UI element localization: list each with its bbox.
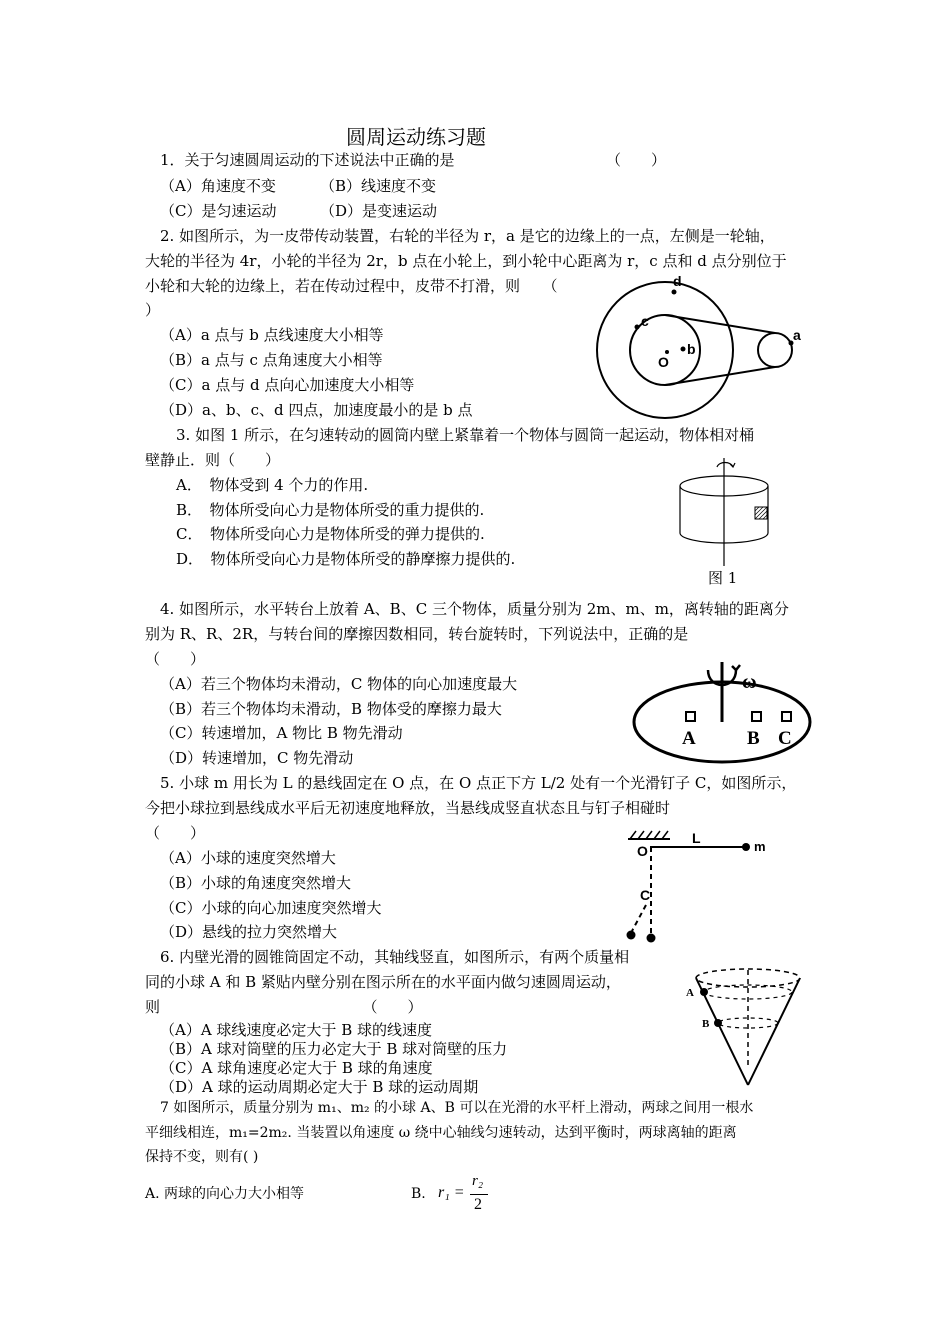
q4-option-a: （A）若三个物体均未滑动，C 物体的向心加速度最大 [160, 675, 518, 693]
q3-line2: 壁静止．则（ ） [145, 451, 281, 469]
q1-option-c: （C）是匀速运动 [160, 202, 277, 220]
q5-line2: 今把小球拉到悬线成水平后无初速度地释放，当悬线成竖直状态且与钉子相碰时 [145, 799, 671, 817]
q5-option-b: （B）小球的角速度突然增大 [160, 874, 352, 892]
q6-line2: 同的小球 A 和 B 紧贴内壁分别在图示所在的水平面内做匀速圆周运动， [145, 973, 621, 991]
belt-top [665, 315, 775, 333]
q4-line2: 别为 R、R、2R，与转台间的摩擦因数相同，转台旋转时，下列说法中，正确的是 [145, 625, 689, 643]
q3-option-d: D． 物体所受向心力是物体所受的静摩擦力提供的. [176, 550, 516, 568]
label-L: L [692, 830, 701, 846]
q6-option-b: （B）A 球对筒壁的压力必定大于 B 球对筒壁的压力 [160, 1040, 508, 1058]
q1-option-b: （B）线速度不变 [320, 177, 437, 195]
label-c: C [640, 887, 651, 903]
fraction-bar [470, 1194, 488, 1195]
formula-numerator: r₂ [472, 1173, 484, 1189]
q6-line3: 则 （ ） [145, 998, 423, 1016]
q4-option-c: （C）转速增加，A 物比 B 物先滑动 [160, 724, 403, 742]
belt-drive-figure [595, 270, 815, 415]
q7-option-a: A. 两球的向心力大小相等 [145, 1186, 305, 1202]
q7-line3: 保持不变，则有( ) [145, 1149, 259, 1165]
q3-option-b: B． 物体所受向心力是物体所受的重力提供的. [176, 501, 485, 519]
q2-option-b: （B）a 点与 c 点角速度大小相等 [160, 351, 383, 369]
q5-option-d: （D）悬线的拉力突然增大 [160, 923, 338, 941]
figure-1-caption: 图 1 [708, 569, 738, 587]
q7-line2: 平细线相连，m₁=2m₂. 当装置以角速度 ω 绕中心轴线匀速转动，达到平衡时，两球离轴的距离 [145, 1125, 737, 1141]
q5-line1: 5. 小球 m 用长为 L 的悬线固定在 O 点，在 O 点正下方 L/2 处有一个光滑钉子 C，如图所示， [160, 774, 797, 792]
page-title: 圆周运动练习题 [346, 125, 486, 149]
q4-line3: （ ） [145, 650, 206, 668]
q2-option-d: （D）a、b、c、d 四点，加速度最小的是 b 点 [160, 401, 473, 419]
label-A: A [682, 728, 696, 749]
formula-denominator: 2 [474, 1196, 482, 1213]
label-A: A [686, 987, 694, 999]
q7-option-b-formula [438, 1173, 498, 1223]
label-o: O [637, 843, 648, 859]
label-a: a [793, 327, 801, 343]
q1-option-d: （D）是变速运动 [320, 202, 438, 220]
q2-line3: 小轮和大轮的边缘上，若在传动过程中，皮带不打滑，则 （ [145, 277, 558, 295]
q4-line1: 4. 如图所示，水平转台上放着 A、B、C 三个物体，质量分别为 2m、m、m，离转轴的距离分 [160, 600, 789, 618]
pendulum-nail-figure [620, 825, 780, 945]
label-B: B [702, 1018, 710, 1030]
q3-line1: 3. 如图 1 所示，在匀速转动的圆筒内壁上紧靠着一个物体与圆筒一起运动，物体相对桶 [176, 426, 755, 444]
right-wheel [758, 333, 792, 367]
q5-line3: （ ） [145, 824, 206, 842]
cone-figure [680, 965, 810, 1090]
q2-option-a: （A）a 点与 b 点线速度大小相等 [160, 326, 384, 344]
q1-answer-paren: （ ） [606, 151, 667, 169]
q7-option-b-label: B. [411, 1186, 426, 1202]
q6-option-d: （D）A 球的运动周期必定大于 B 球的运动周期 [160, 1078, 479, 1096]
omega-label: ω [742, 671, 757, 693]
q2-line4: ） [145, 301, 161, 319]
q7-line1: 7 如图所示，质量分别为 m₁、m₂ 的小球 A、B 可以在光滑的水平杆上滑动，两球之间用一根水 [160, 1100, 754, 1116]
belt-bottom [665, 367, 775, 385]
q6-line1: 6. 内壁光滑的圆锥筒固定不动，其轴线竖直，如图所示，有两个质量相 [160, 948, 630, 966]
large-wheel [597, 282, 733, 418]
rotating-cylinder-figure [675, 458, 775, 568]
q2-line1: 2. 如图所示，为一皮带传动装置，右轮的半径为 r，a 是它的边缘上的一点，左侧是一轮轴， [160, 227, 775, 245]
label-b: b [687, 341, 696, 357]
q6-option-a: （A）A 球线速度必定大于 B 球的线速度 [160, 1021, 432, 1039]
q5-option-a: （A）小球的速度突然增大 [160, 849, 336, 867]
label-c: c [641, 313, 649, 329]
label-C: C [778, 728, 792, 749]
q4-option-b: （B）若三个物体均未滑动，B 物体受的摩擦力最大 [160, 700, 502, 718]
q1-stem: 1．关于匀速圆周运动的下述说法中正确的是 [160, 151, 455, 169]
q2-option-c: （C）a 点与 d 点向心加速度大小相等 [160, 376, 415, 394]
q4-option-d: （D）转速增加，C 物先滑动 [160, 749, 354, 767]
q3-option-c: C． 物体所受向心力是物体所受的弹力提供的. [176, 525, 485, 543]
q5-option-c: （C）小球的向心加速度突然增大 [160, 899, 382, 917]
q6-option-c: （C）A 球角速度必定大于 B 球的角速度 [160, 1059, 433, 1077]
formula-lhs: r₁ = [438, 1184, 465, 1201]
label-m: m [754, 839, 766, 854]
label-o: O [658, 354, 669, 370]
label-B: B [747, 728, 760, 749]
turntable-figure [630, 660, 815, 775]
q1-option-a: （A）角速度不变 [160, 177, 276, 195]
label-d: d [673, 273, 682, 289]
q3-option-a: A． 物体受到 4 个力的作用. [176, 476, 369, 494]
q2-line2: 大轮的半径为 4r，小轮的半径为 2r，b 点在小轮上，到小轮中心距离为 r，c 点和 d 点分别位于 [145, 252, 787, 270]
